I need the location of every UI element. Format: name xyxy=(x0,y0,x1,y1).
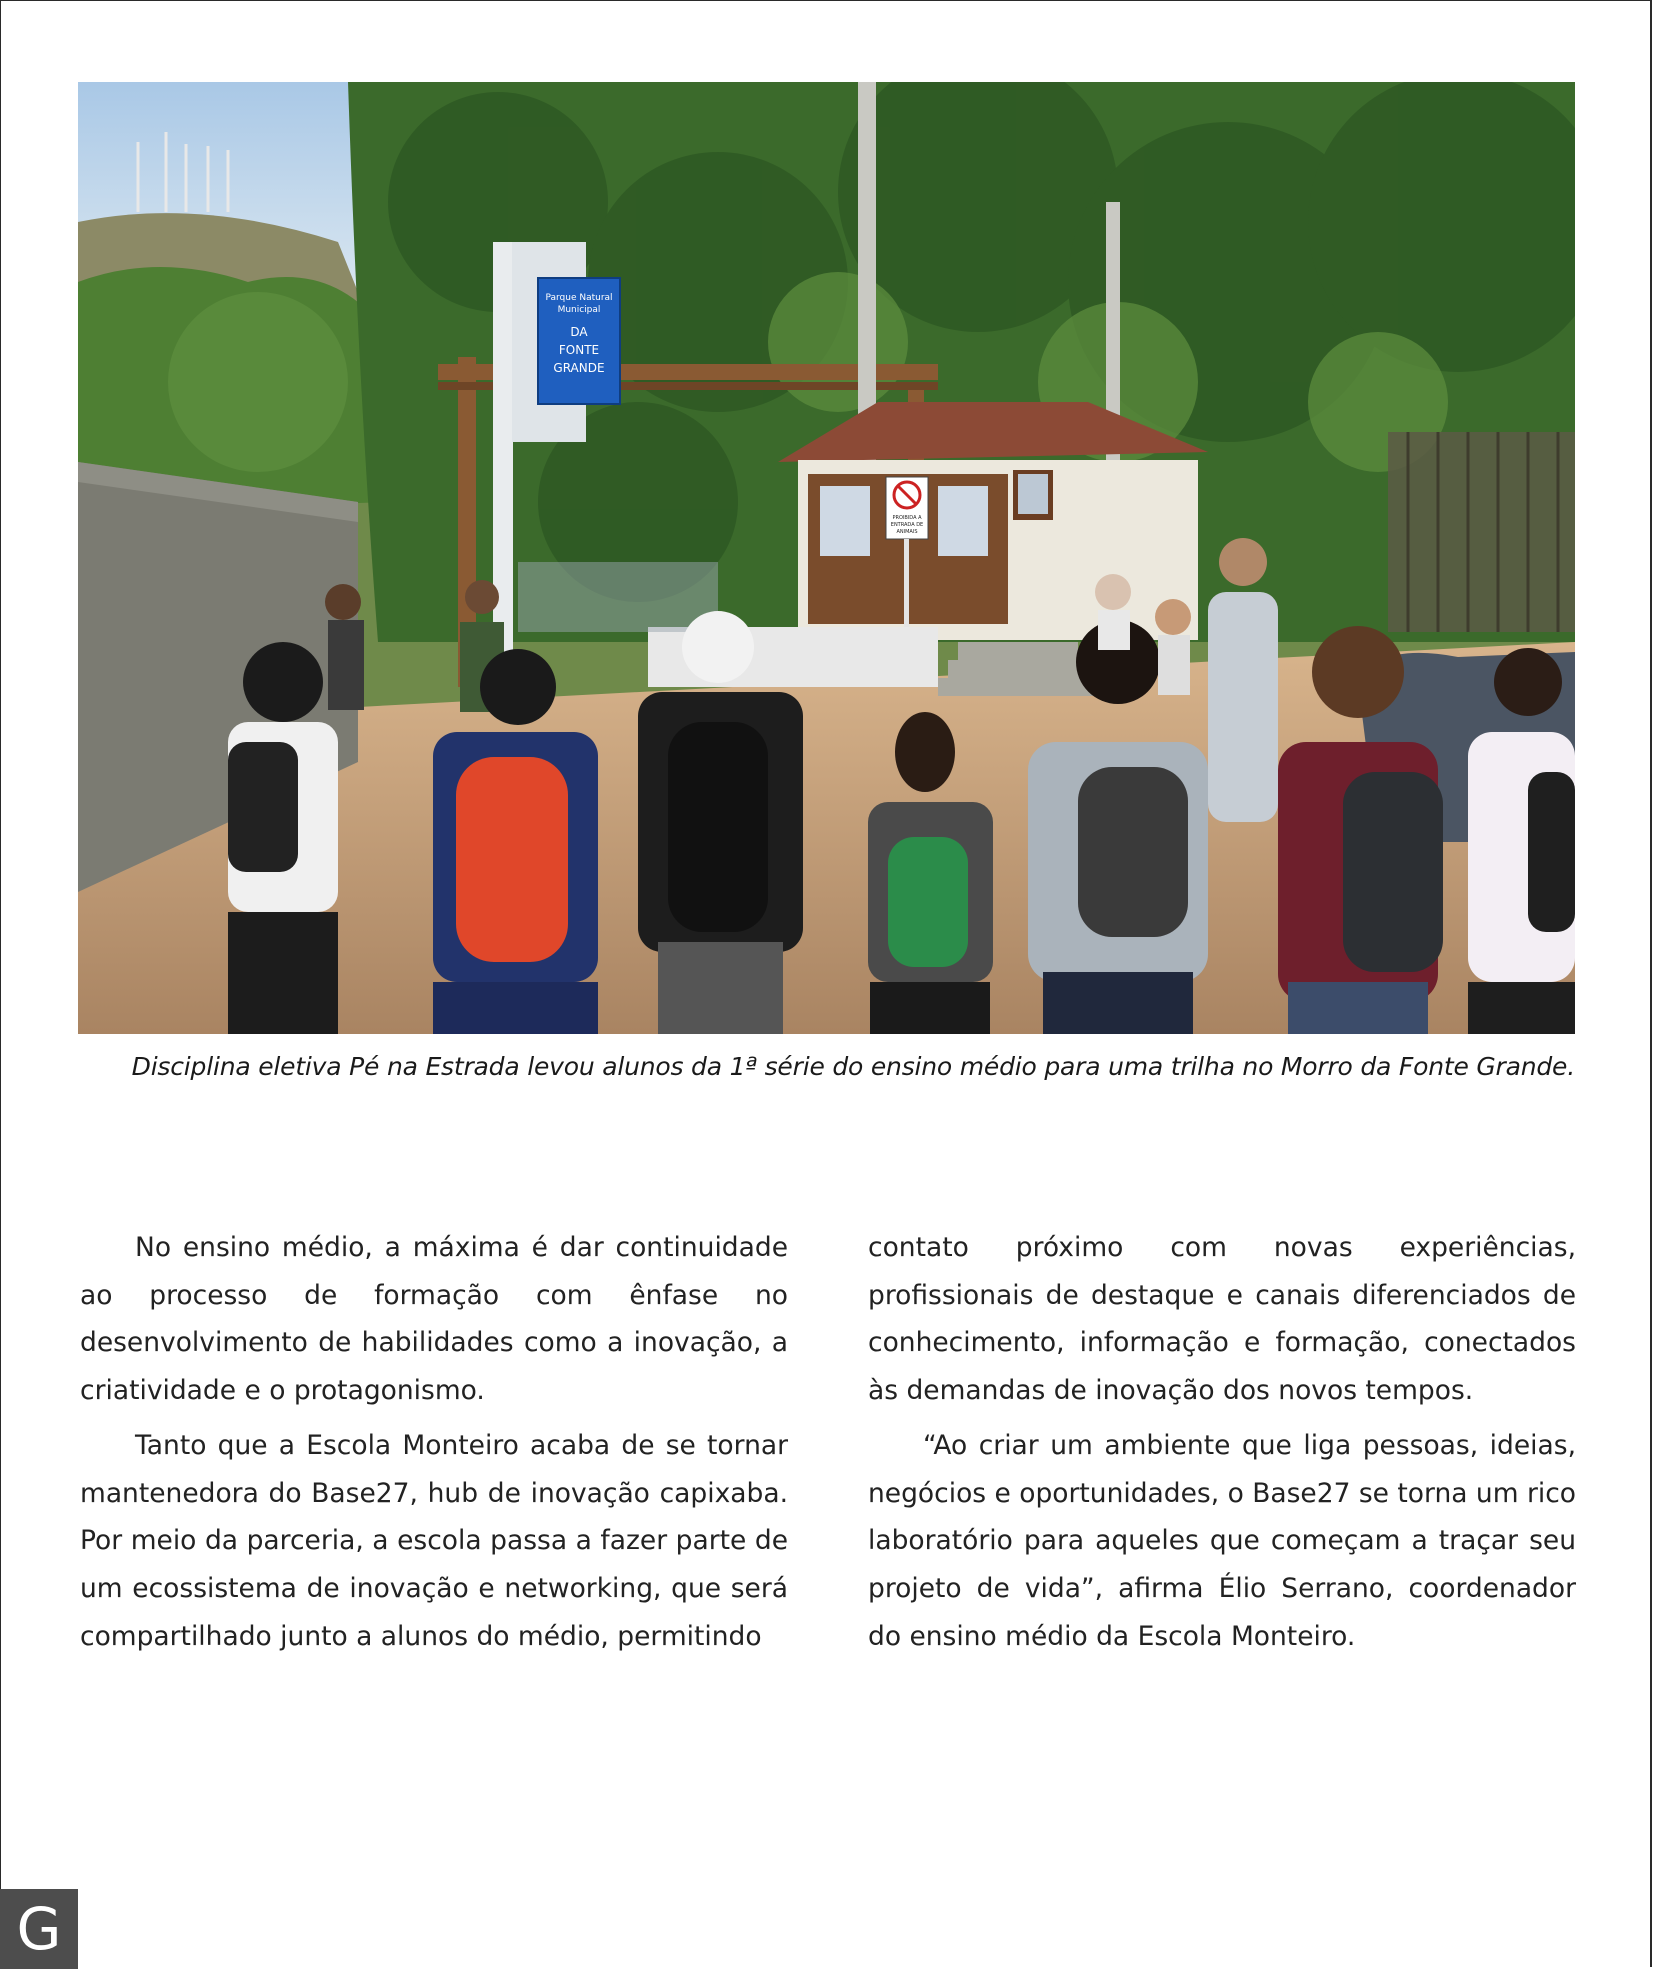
photo-caption: Disciplina eletiva Pé na Estrada levou alunos da 1ª série do ensino médio para uma trilha no Morro da Fonte Grande. xyxy=(131,1052,1575,1081)
no-dogs-line3: ANIMAIS xyxy=(896,529,918,535)
left-paragraph-1: No ensino médio, a máxima é dar continuidade ao processo de formação com ênfase no desenvolvimento de habilidades como a inovação, a criatividade e o protagonismo. xyxy=(80,1232,788,1407)
park-sign-line4: FONTE xyxy=(558,343,600,357)
chain-fence xyxy=(518,562,718,632)
park-sign-line1: Parque Natural xyxy=(545,293,613,303)
left-paragraph-2: Tanto que a Escola Monteiro acaba de se tornar mantenedora do Base27, hub de inovação capixaba. Por meio da parceria, a escola passa a fazer parte de um ecossistema de inovação e networking, que será compartilhado junto a alunos do médio, permitindo xyxy=(80,1429,788,1652)
park-sign-line5: GRANDE xyxy=(553,361,605,375)
right-paragraph-1: contato próximo com novas experiências, profissionais de destaque e canais diferenciados de conhecimento, informação e formação, conectados às demandas de inovação dos novos tempos. xyxy=(868,1232,1576,1407)
trail-group-photo xyxy=(78,82,1575,1034)
metal-gate xyxy=(1388,432,1575,632)
park-sign-line2: Municipal xyxy=(557,305,601,315)
no-dogs-line1: PROIBIDA A xyxy=(892,515,922,521)
stairs xyxy=(938,642,1098,696)
left-column xyxy=(80,1224,788,1667)
article-photo xyxy=(78,82,1575,1034)
right-column xyxy=(868,1224,1576,1667)
guard-house xyxy=(778,402,1208,640)
section-letter-badge: G xyxy=(0,1889,78,1969)
park-sign xyxy=(538,278,620,404)
no-dogs-line2: ENTRADA DE xyxy=(890,522,924,528)
park-sign-line3: DA xyxy=(570,325,588,339)
right-paragraph-2: “Ao criar um ambiente que liga pessoas, ideias, negócios e oportunidades, o Base27 se torna um rico laboratório para aqueles que começam a traçar seu projeto de vida”, afirma Élio Serrano, coordenador do ensino médio da Escola Monteiro. xyxy=(868,1429,1576,1652)
